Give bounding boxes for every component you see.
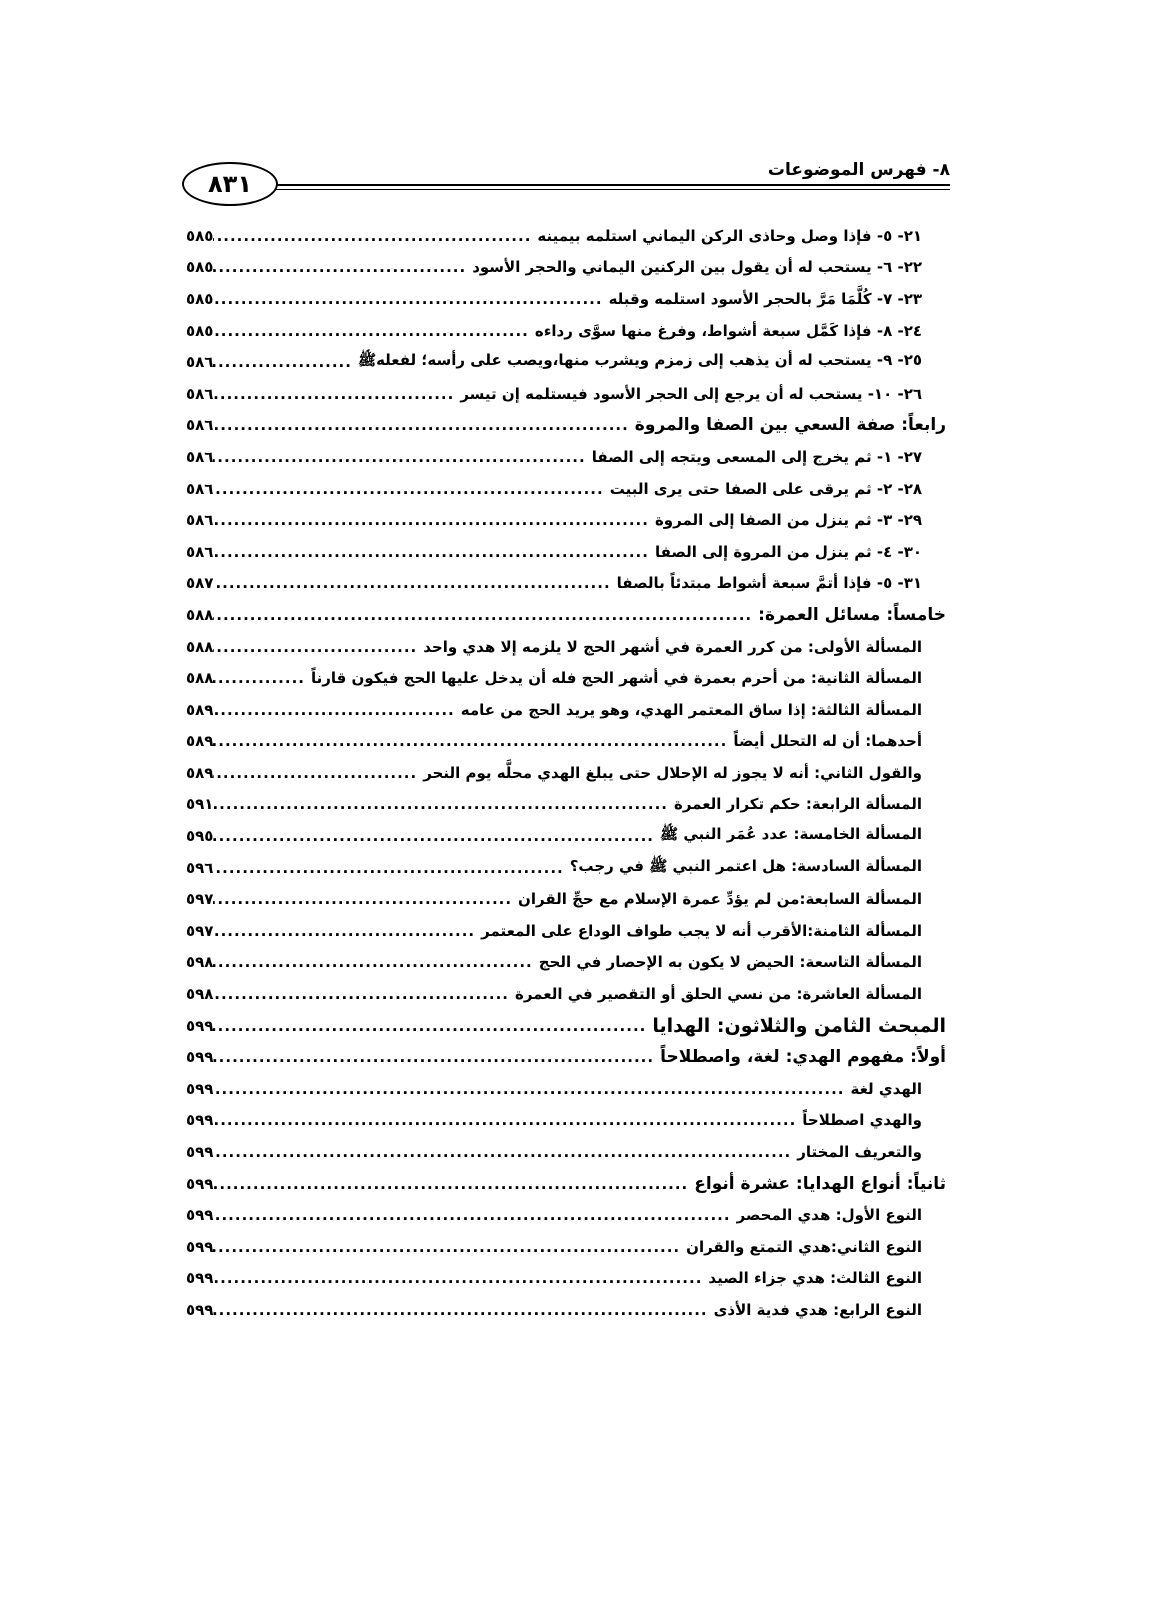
toc-entry-title: أولاً: مفهوم الهدي: لغة، واصطلاحاً [660, 1047, 946, 1068]
toc-entry[interactable] [186, 915, 946, 947]
dot-leader [213, 258, 472, 276]
toc-entry-title: المسألة الرابعة: حكم تكرار العمرة [673, 795, 922, 814]
dot-leader [213, 385, 460, 403]
dot-leader [213, 953, 538, 971]
toc-entry-title: المسألة السابعة:من لم يؤدِّ عمرة الإسلام مع حجِّ القران [518, 890, 922, 909]
toc-entry-page: ٥٨٥ [186, 258, 214, 277]
toc-entry-page: ٥٩٩ [186, 1111, 214, 1130]
toc-entry-title: المسألة الثانية: من أحرم بعمرة في أشهر الحج فله أن يدخل عليها الحج فيكون قارناً [310, 669, 922, 688]
toc-entry-title: رابعاً: صفة السعي بين الصفا والمروة [634, 415, 946, 436]
dot-leader [213, 985, 515, 1003]
dot-leader [213, 1143, 797, 1161]
toc-entry-title: والتعريف المختار [797, 1143, 922, 1162]
toc-entry-page: ٥٩٨ [186, 953, 214, 972]
toc-entry[interactable] [186, 378, 946, 410]
toc-entry-page: ٥٨٦ [186, 479, 214, 498]
toc-entry-title: النوع الأول: هدي المحصر [736, 1206, 922, 1225]
toc-entry-title: النوع الثاني:هدي التمتع والقران [686, 1237, 922, 1256]
toc-entry-page: ٥٩٩ [186, 1016, 214, 1035]
dot-leader [213, 574, 616, 592]
toc-entry[interactable] [186, 1294, 946, 1326]
toc-entry-title: ٢٢- ٦- يستحب له أن يقول بين الركنين اليماني والحجر الأسود [472, 258, 922, 277]
toc-entry[interactable] [186, 1263, 946, 1295]
dot-leader [213, 827, 660, 845]
toc-entry[interactable] [186, 694, 946, 726]
toc-entry-page: ٥٨٦ [186, 384, 214, 403]
dot-leader [213, 511, 654, 529]
toc-entry-title: أحدهما: أن له التحلل أيضاً [733, 732, 922, 751]
toc-entry-page: ٥٩٨ [186, 985, 214, 1004]
toc-entry[interactable] [186, 283, 946, 315]
toc-entry[interactable] [186, 852, 946, 884]
toc-entry-title: النوع الرابع: هدي فدية الأذى [713, 1300, 922, 1319]
toc-entry[interactable] [186, 757, 946, 789]
toc-entry-title: ٢٩- ٣- ثم ينزل من الصفا إلى المروة [654, 511, 922, 530]
dot-leader [213, 1017, 652, 1035]
toc-entry-page: ٥٨٨ [186, 605, 214, 624]
toc-entry-title: ٢٦- ١٠- يستحب له أن يرجع إلى الحجر الأسود فيستلمه إن تيسر [460, 384, 922, 403]
toc-entry-page: ٥٨٨ [186, 669, 214, 688]
toc-entry-page: ٥٩٩ [186, 1048, 214, 1067]
toc-entry-title: النوع الثالث: هدي جزاء الصيد [708, 1269, 922, 1288]
dot-leader [213, 227, 537, 245]
toc-entry-page: ٥٩٩ [186, 1206, 214, 1225]
dot-leader [213, 480, 609, 498]
dot-leader [213, 1080, 850, 1098]
toc-entry-title: والهدي اصطلاحاً [802, 1111, 922, 1130]
toc-entry-page: ٥٨٨ [186, 637, 214, 656]
dot-leader [213, 732, 733, 750]
toc-entry-page: ٥٨٦ [186, 353, 214, 372]
toc-entry-page: ٥٨٧ [186, 574, 214, 593]
toc-entry[interactable] [186, 1199, 946, 1231]
toc-entry[interactable] [186, 978, 946, 1010]
table-of-contents [186, 220, 946, 1326]
toc-entry-title: ثانياً: أنواع الهدايا: عشرة أنواع [694, 1173, 946, 1194]
toc-entry-title: المسألة الثامنة:الأقرب أنه لا يجب طواف الوداع على المعتمر [481, 921, 922, 940]
toc-entry-title: والقول الثاني: أنه لا يجوز له الإحلال حتى يبلغ الهدي محلَّه يوم النحر [423, 763, 922, 782]
toc-entry-title: ٢٧- ١- ثم يخرج إلى المسعى ويتجه إلى الصفا [591, 447, 922, 466]
toc-entry-title: المسألة الأولى: من كرر العمرة في أشهر الحج لا يلزمه إلا هدي واحد [423, 637, 922, 656]
toc-entry-title: المسألة السادسة: هل اعتمر النبي ﷺ في رجب؟ [569, 856, 922, 875]
dot-leader [213, 353, 357, 371]
toc-entry-page: ٥٩٧ [186, 890, 214, 909]
toc-entry-page: ٥٨٥ [186, 226, 214, 245]
dot-leader [213, 1111, 802, 1129]
page-header [182, 158, 950, 208]
section-title: ٨- فهرس الموضوعات [767, 160, 950, 180]
toc-entry-title: الهدي لغة [850, 1079, 922, 1098]
toc-entry-title: خامساً: مسائل العمرة: [758, 604, 946, 625]
toc-entry-page: ٥٩٩ [186, 1300, 214, 1319]
toc-entry-title: ٢٥- ٩- يستحب له أن يذهب إلى زمزم ويشرب منها،ويصب على رأسه؛ لفعلهﷺ [357, 351, 922, 370]
toc-entry[interactable] [186, 662, 946, 694]
toc-entry[interactable] [186, 315, 946, 347]
toc-entry[interactable] [186, 410, 946, 442]
toc-entry-page: ٥٨٦ [186, 511, 214, 530]
toc-entry[interactable] [186, 1010, 946, 1042]
toc-entry-title: ٣١- ٥- فإذا أتمَّ سبعة أشواط مبتدئاً بالصفا [616, 574, 922, 593]
page-number: ٨٣١ [182, 162, 278, 206]
toc-entry-page: ٥٩٩ [186, 1079, 214, 1098]
toc-entry-page: ٥٩٩ [186, 1174, 214, 1193]
dot-leader [213, 922, 481, 940]
toc-entry-page: ٥٨٦ [186, 542, 214, 561]
dot-leader [213, 448, 591, 466]
dot-leader [213, 1301, 713, 1319]
toc-entry-page: ٥٨٩ [186, 763, 214, 782]
toc-entry[interactable] [186, 536, 946, 568]
dot-leader [213, 606, 758, 624]
toc-entry[interactable] [186, 1041, 946, 1073]
dot-leader [213, 638, 423, 656]
toc-entry-page: ٥٨٦ [186, 447, 214, 466]
dot-leader [213, 1048, 660, 1066]
toc-entry[interactable] [186, 1231, 946, 1263]
toc-entry[interactable] [186, 1105, 946, 1137]
toc-entry-title: المسألة الخامسة: عدد عُمَر النبي ﷺ [660, 825, 922, 844]
toc-entry[interactable] [186, 441, 946, 473]
toc-entry-page: ٥٩٩ [186, 1269, 214, 1288]
toc-entry-page: ٥٩٥ [186, 827, 214, 846]
dot-leader [213, 290, 608, 308]
toc-entry-page: ٥٨٦ [186, 416, 214, 435]
toc-entry-title: المسألة الثالثة: إذا ساق المعتمر الهدي، وهو يريد الحج من عامه [460, 700, 922, 719]
toc-entry[interactable] [186, 504, 946, 536]
toc-entry-title: ٣٠- ٤- ثم ينزل من المروة إلى الصفا [654, 542, 922, 561]
toc-entry-page: ٥٩١ [186, 795, 214, 814]
toc-entry[interactable] [186, 883, 946, 915]
dot-leader [213, 322, 534, 340]
dot-leader [213, 543, 654, 561]
toc-entry[interactable] [186, 947, 946, 979]
toc-entry-page: ٥٨٩ [186, 732, 214, 751]
dot-leader [213, 890, 518, 908]
toc-entry-page: ٥٨٥ [186, 321, 214, 340]
toc-entry-page: ٥٩٦ [186, 858, 214, 877]
toc-entry-page: ٥٩٧ [186, 921, 214, 940]
dot-leader [213, 764, 423, 782]
dot-leader [213, 701, 460, 719]
toc-entry-title: المبحث الثامن والثلاثون: الهدايا [652, 1014, 946, 1037]
toc-entry[interactable] [186, 346, 946, 378]
toc-entry[interactable] [186, 252, 946, 284]
toc-entry-page: ٥٩٩ [186, 1143, 214, 1162]
toc-entry[interactable] [186, 820, 946, 852]
toc-entry-title: ٢١- ٥- فإذا وصل وحاذى الركن اليماني استلمه بيمينه [537, 226, 922, 245]
toc-entry[interactable] [186, 599, 946, 631]
dot-leader [213, 795, 674, 813]
dot-leader [213, 1269, 708, 1287]
toc-entry-page: ٥٨٥ [186, 289, 214, 308]
dot-leader [213, 669, 311, 687]
dot-leader [213, 1206, 736, 1224]
toc-entry-title: ٢٤- ٨- فإذا كَمَّل سبعة أشواط، وفرغ منها سوَّى رداءه [534, 321, 922, 340]
dot-leader [213, 1175, 694, 1193]
header-rule [270, 184, 950, 190]
dot-leader [213, 1238, 686, 1256]
toc-entry-page: ٥٨٩ [186, 700, 214, 719]
toc-entry[interactable] [186, 726, 946, 758]
dot-leader [213, 859, 569, 877]
toc-entry-title: المسألة التاسعة: الحيض لا يكون به الإحصار في الحج [538, 953, 922, 972]
toc-entry-page: ٥٩٩ [186, 1237, 214, 1256]
toc-entry[interactable] [186, 220, 946, 252]
dot-leader [213, 416, 634, 434]
toc-entry-title: المسألة العاشرة: من نسي الحلق أو التقصير في العمرة [515, 985, 922, 1004]
toc-entry[interactable] [186, 1136, 946, 1168]
toc-entry[interactable] [186, 568, 946, 600]
toc-entry[interactable] [186, 473, 946, 505]
toc-entry[interactable] [186, 1073, 946, 1105]
toc-entry-title: ٢٨- ٢- ثم يرقى على الصفا حتى يرى البيت [609, 479, 922, 498]
toc-entry[interactable] [186, 631, 946, 663]
toc-entry-title: ٢٣- ٧- كُلَّمَا مَرَّ بالحجر الأسود استلمه وقبله [608, 289, 922, 308]
toc-entry[interactable] [186, 789, 946, 821]
toc-entry[interactable] [186, 1168, 946, 1200]
